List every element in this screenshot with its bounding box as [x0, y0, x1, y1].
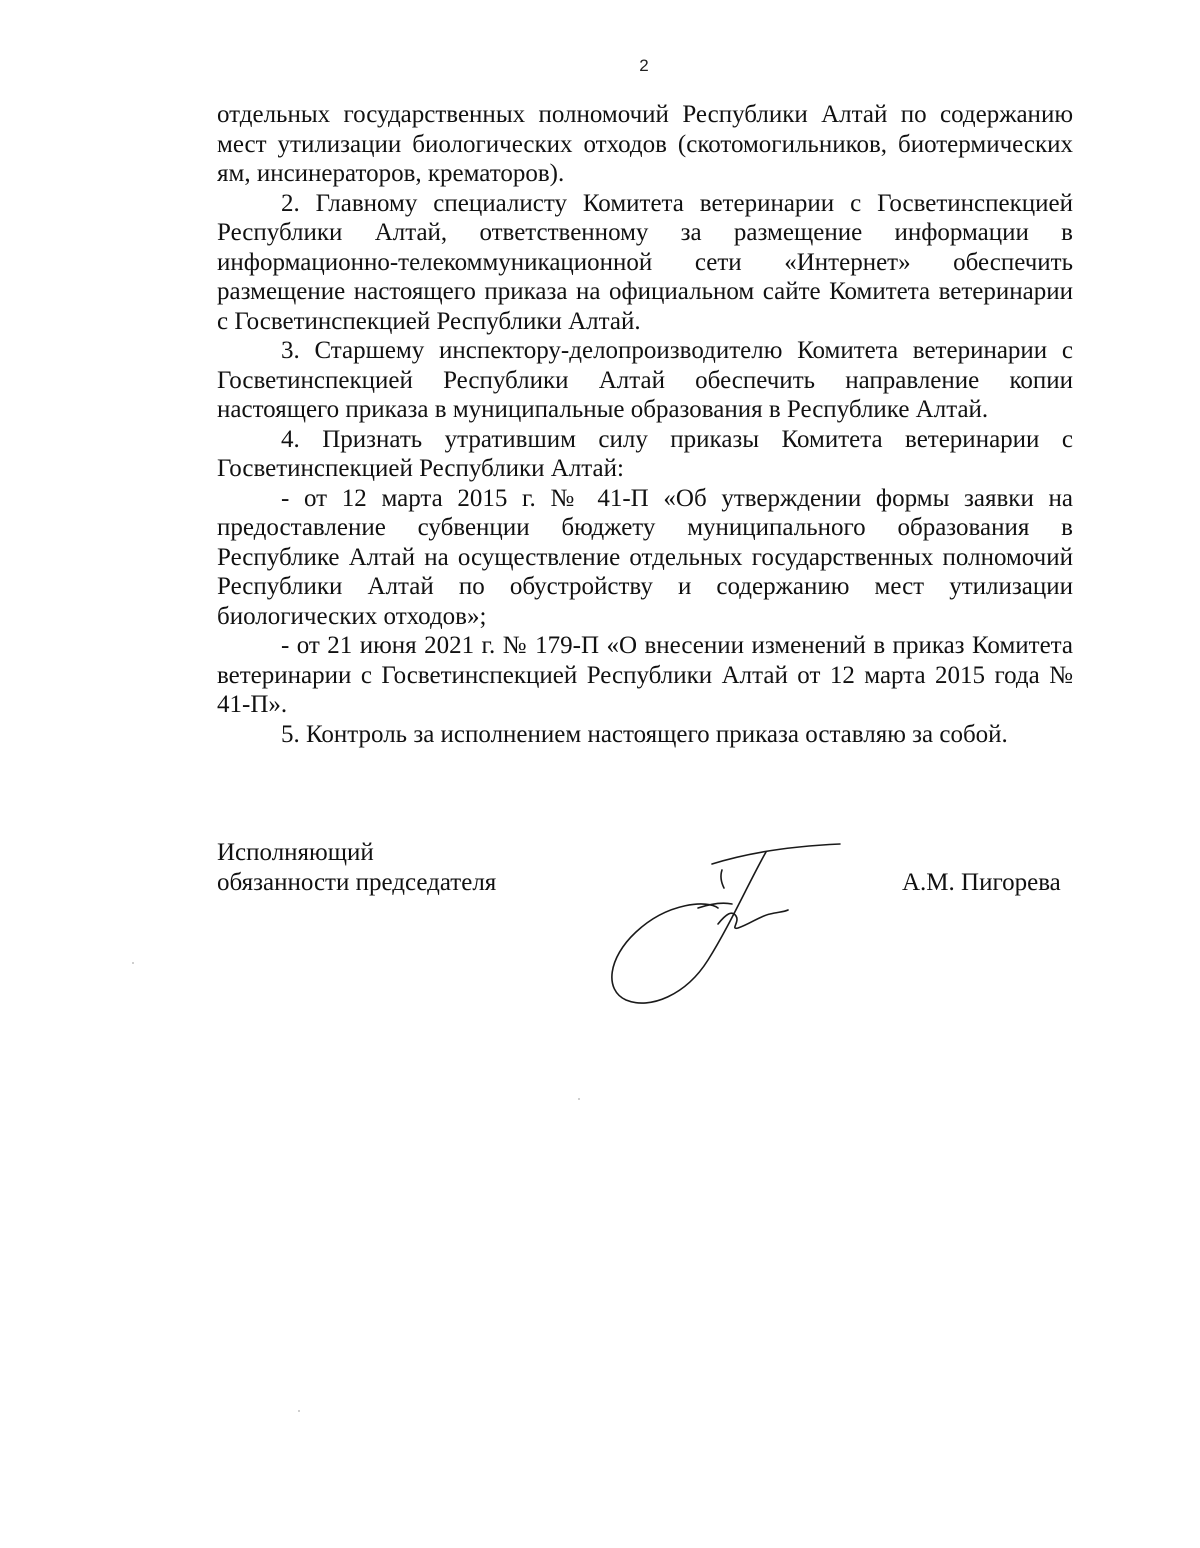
signatory-position-line-2: обязанности председателя: [217, 869, 497, 896]
paragraph-item-4-a: - от 12 марта 2015 г. № 41-П «Об утверждении формы заявки на предоставление субвенции бюджету муниципального образования в Республике Алтай на осуществление отдельных государственных полномочий Республики Алтай по обустройству и содержанию мест утилизации биологических отходов»;: [217, 484, 1073, 630]
signatory-position-line-1: Исполняющий: [217, 839, 374, 866]
paragraph-continuation: отдельных государственных полномочий Республики Алтай по содержанию мест утилизации биологических отходов (скотомогильников, биотермических ям, инсинераторов, крематоров).: [217, 101, 1073, 187]
paragraph-item-4: 4. Признать утратившим силу приказы Комитета ветеринарии с Госветинспекцией Республики Алтай:: [217, 425, 1073, 482]
paragraph-item-2: 2. Главному специалисту Комитета ветеринарии с Госветинспекцией Республики Алтай, ответственному за размещение информации в информационно-телекоммуникационной сети «Интернет» обеспечить размещение настоящего приказа на официальном сайте Комитета ветеринарии с Госветинспекцией Республики Алтай.: [217, 189, 1073, 335]
signatory-position: [217, 838, 496, 898]
scan-artifact: [298, 1410, 300, 1412]
page-number: 2: [639, 56, 649, 75]
scan-artifact: [578, 1098, 580, 1100]
paragraph-item-4-b: - от 21 июня 2021 г. № 179-П «О внесении изменений в приказ Комитета ветеринарии с Госветинспекцией Республики Алтай от 12 марта 2015 года № 41-П».: [217, 632, 1073, 718]
scan-artifact: [132, 962, 134, 964]
signatory-name: А.М. Пигорева: [902, 869, 1061, 896]
paragraph-item-5: 5. Контроль за исполнением настоящего приказа оставляю за собой.: [281, 720, 1008, 748]
document-body: [217, 100, 1073, 749]
paragraph-item-3: 3. Старшему инспектору-делопроизводителю Комитета ветеринарии с Госветинспекцией Республики Алтай обеспечить направление копии настоящего приказа в муниципальные образования в Республике Алтай.: [217, 337, 1073, 423]
handwritten-signature: [590, 830, 850, 1010]
